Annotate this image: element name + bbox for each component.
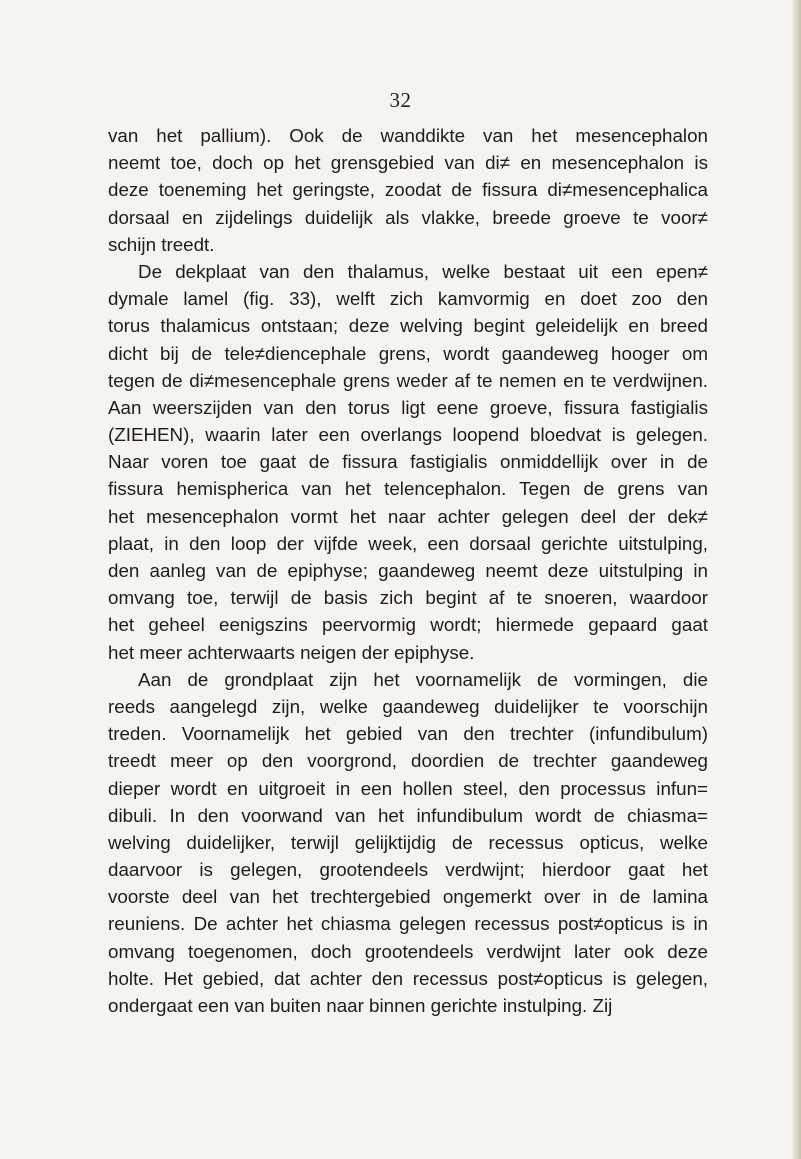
text-line: dymale lamel (fig. 33), welft zich kamvormig en doet zoo den <box>108 288 708 310</box>
page-number: 32 <box>389 88 412 112</box>
text-line: treedt meer op den voorgrond, doordien de trechter gaandeweg <box>108 750 708 772</box>
text-line: neemt toe, doch op het grensgebied van di≠ en mesencephalon is <box>108 152 708 174</box>
text-line: De dekplaat van den thalamus, welke bestaat uit een epen≠ <box>138 260 708 282</box>
text-line: het mesencephalon vormt het naar achter gelegen deel der dek≠ <box>108 505 708 527</box>
text-line: plaat, in den loop der vijfde week, een dorsaal gerichte uitstulping, <box>108 532 708 554</box>
page-edge-shadow <box>791 0 801 1159</box>
text-line: Aan de grondplaat zijn het voornamelijk de vormingen, die <box>138 668 708 690</box>
text-line: treden. Voornamelijk het gebied van den trechter (infundibulum) <box>108 723 708 745</box>
text-line: deze toeneming het geringste, zoodat de fissura di≠mesencephalica <box>108 179 708 201</box>
text-line: het geheel eenigszins peervormig wordt; hiermede gepaard gaat <box>108 614 708 636</box>
text-line: omvang toe, terwijl de basis zich begint af te snoeren, waardoor <box>108 587 708 609</box>
text-line: Aan weerszijden van den torus ligt eene groeve, fissura fastigialis <box>108 396 708 418</box>
text-line: voorste deel van het trechtergebied ongemerkt over in de lamina <box>108 886 708 908</box>
text-line: omvang toegenomen, doch grootendeels verdwijnt later ook deze <box>108 940 708 962</box>
text-line: daarvoor is gelegen, grootendeels verdwijnt; hierdoor gaat het <box>108 859 708 881</box>
text-line: dicht bij de tele≠diencephale grens, wordt gaandeweg hooger om <box>108 342 708 364</box>
text-line: dieper wordt en uitgroeit in een hollen steel, den processus infun= <box>108 777 708 799</box>
text-line: schijn treedt. <box>108 233 215 255</box>
text-line: ondergaat een van buiten naar binnen gerichte instulping. Zij <box>108 995 613 1016</box>
text-line: reeds aangelegd zijn, welke gaandeweg duidelijker te voorschijn <box>108 695 708 717</box>
text-line: den aanleg van de epiphyse; gaandeweg neemt deze uitstulping in <box>108 560 708 581</box>
text-line: reuniens. De achter het chiasma gelegen recessus post≠opticus is in <box>108 913 708 935</box>
text-line: Naar voren toe gaat de fissura fastigialis onmiddellijk over in de <box>108 451 708 473</box>
text-line: fissura hemispherica van het telencephalon. Tegen de grens van <box>108 478 708 500</box>
text-line: dibuli. In den voorwand van het infundibulum wordt de chiasma= <box>108 804 708 826</box>
text-line: holte. Het gebied, dat achter den recessus post≠opticus is gelegen, <box>108 967 708 989</box>
text-line: welving duidelijker, terwijl gelijktijdig de recessus opticus, welke <box>108 831 708 853</box>
text-line: torus thalamicus ontstaan; deze welving begint geleidelijk en breed <box>108 315 708 337</box>
text-line: dorsaal en zijdelings duidelijk als vlakke, breede groeve te voor≠ <box>108 206 708 228</box>
text-line: tegen de di≠mesencephale grens weder af te nemen en te verdwijnen. <box>108 369 708 391</box>
text-line: (ZIEHEN), waarin later een overlangs loopend bloedvat is gelegen. <box>108 424 708 446</box>
text-line: van het pallium). Ook de wanddikte van het mesencephalon <box>108 125 708 146</box>
text-line: het meer achterwaarts neigen der epiphyse. <box>108 641 475 663</box>
body-text <box>108 122 708 1019</box>
